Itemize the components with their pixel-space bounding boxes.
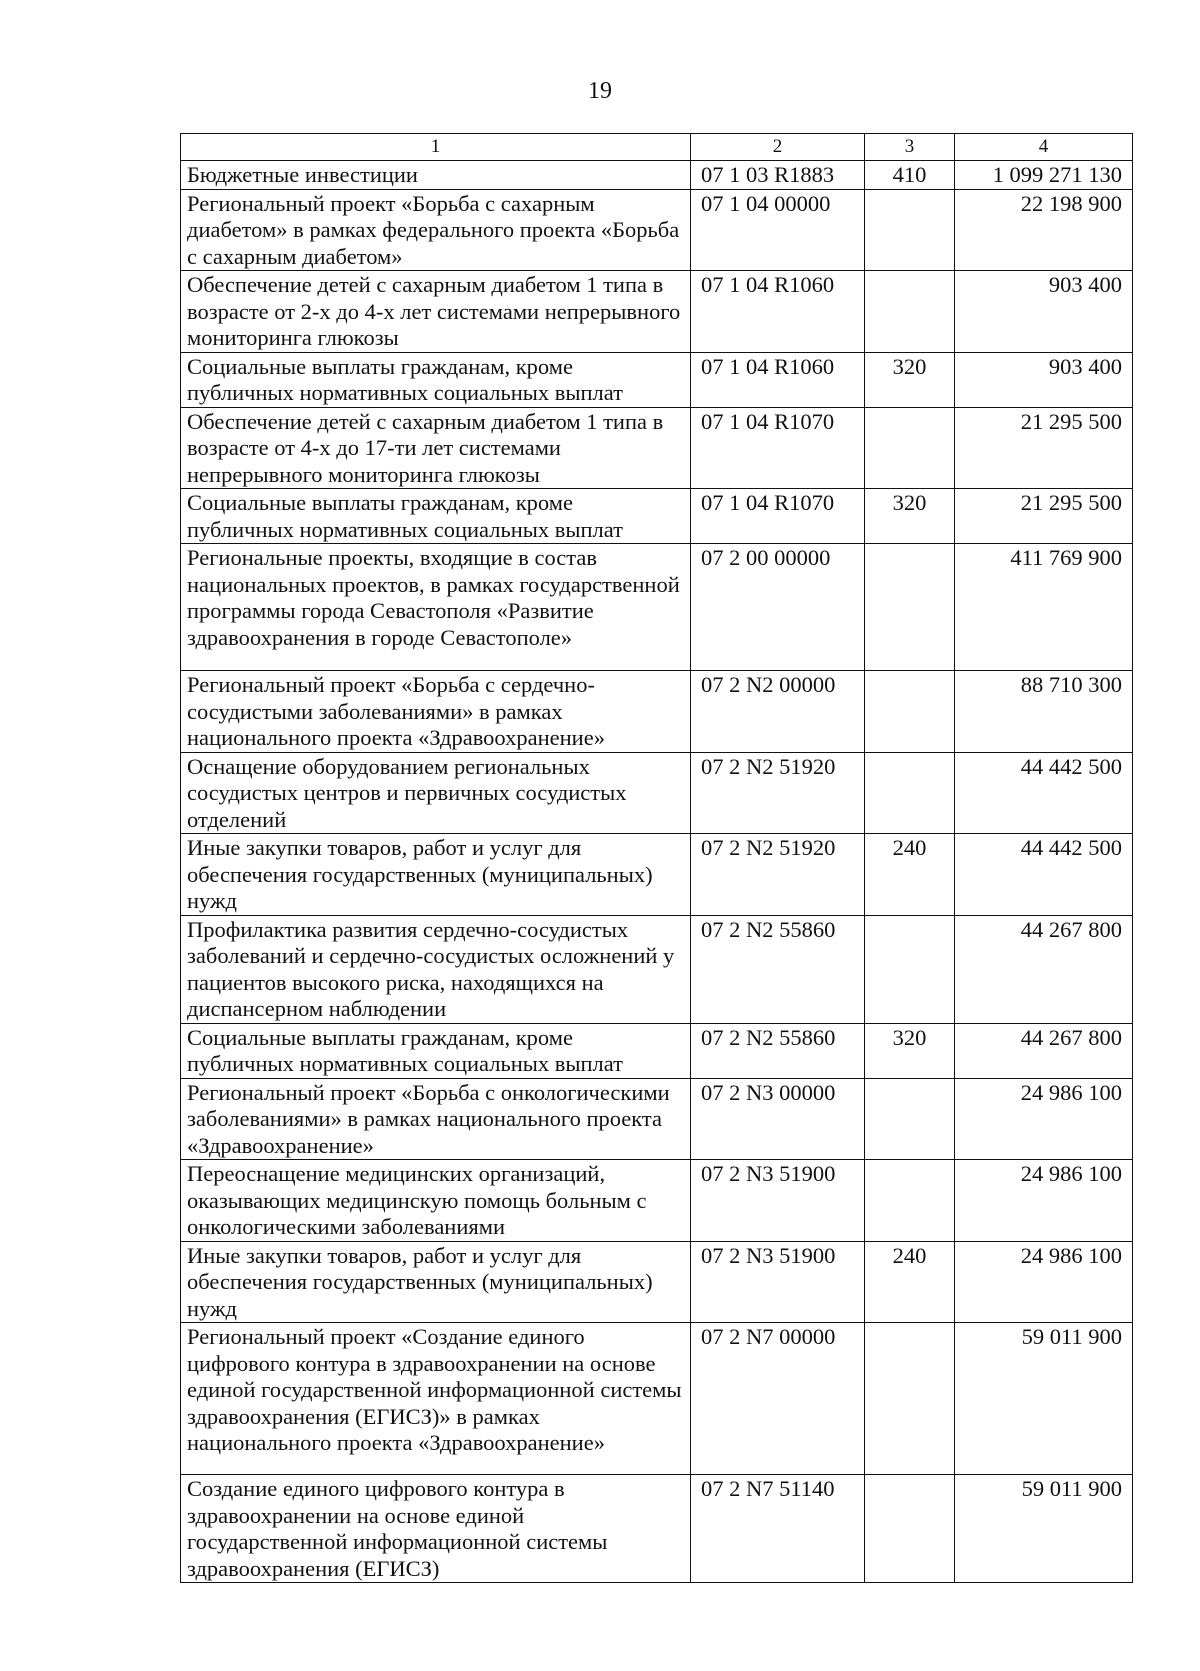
row-code-cell: 07 2 N2 00000 <box>691 671 865 753</box>
row-expense-type-cell <box>865 1323 955 1475</box>
row-expense-type-cell: 240 <box>865 834 955 916</box>
row-amount-cell: 21 295 500 <box>955 489 1133 544</box>
header-cell-1: 1 <box>181 134 691 161</box>
table-row <box>181 1160 1133 1242</box>
row-name-cell: Социальные выплаты гражданам, кроме публичных нормативных социальных выплат <box>181 1023 691 1078</box>
row-name-cell: Социальные выплаты гражданам, кроме публичных нормативных социальных выплат <box>181 352 691 407</box>
row-name-cell: Оснащение оборудованием региональных сосудистых центров и первичных сосудистых отделений <box>181 752 691 834</box>
row-expense-type-cell <box>865 407 955 489</box>
table-row <box>181 834 1133 916</box>
row-amount-cell: 24 986 100 <box>955 1241 1133 1323</box>
table-row <box>181 1475 1133 1583</box>
row-amount-cell: 903 400 <box>955 271 1133 353</box>
budget-table <box>180 133 1133 1583</box>
row-name-cell: Региональный проект «Борьба с сахарным диабетом» в рамках федерального проекта «Борьба с сахарным диабетом» <box>181 189 691 271</box>
row-code-cell: 07 2 N3 51900 <box>691 1241 865 1323</box>
row-amount-cell: 22 198 900 <box>955 189 1133 271</box>
table-row <box>181 1323 1133 1475</box>
row-code-cell: 07 2 N3 51900 <box>691 1160 865 1242</box>
table-body <box>181 161 1133 1583</box>
row-amount-cell: 88 710 300 <box>955 671 1133 753</box>
header-cell-3: 3 <box>865 134 955 161</box>
table-row <box>181 352 1133 407</box>
row-amount-cell: 44 267 800 <box>955 915 1133 1023</box>
table-row <box>181 671 1133 753</box>
row-expense-type-cell <box>865 544 955 671</box>
table-row <box>181 544 1133 671</box>
row-expense-type-cell <box>865 671 955 753</box>
row-code-cell: 07 1 04 R1060 <box>691 271 865 353</box>
row-expense-type-cell: 320 <box>865 489 955 544</box>
row-amount-cell: 24 986 100 <box>955 1078 1133 1160</box>
row-name-cell: Иные закупки товаров, работ и услуг для обеспечения государственных (муниципальных) нужд <box>181 1241 691 1323</box>
row-code-cell: 07 2 N2 51920 <box>691 752 865 834</box>
table-row <box>181 407 1133 489</box>
row-amount-cell: 44 442 500 <box>955 834 1133 916</box>
page-number: 19 <box>588 78 612 104</box>
table-row <box>181 271 1133 353</box>
row-code-cell: 07 2 N2 55860 <box>691 1023 865 1078</box>
header-cell-2: 2 <box>691 134 865 161</box>
row-amount-cell: 903 400 <box>955 352 1133 407</box>
row-code-cell: 07 2 N3 00000 <box>691 1078 865 1160</box>
row-code-cell: 07 1 03 R1883 <box>691 161 865 190</box>
row-name-cell: Региональный проект «Борьба с онкологическими заболеваниями» в рамках национального проекта «Здравоохранение» <box>181 1078 691 1160</box>
row-amount-cell: 44 442 500 <box>955 752 1133 834</box>
row-code-cell: 07 2 00 00000 <box>691 544 865 671</box>
row-code-cell: 07 2 N7 00000 <box>691 1323 865 1475</box>
row-amount-cell: 44 267 800 <box>955 1023 1133 1078</box>
row-name-cell: Региональные проекты, входящие в состав национальных проектов, в рамках государственной программы города Севастополя «Развитие здравоохранения в городе Севастополе» <box>181 544 691 671</box>
row-name-cell: Социальные выплаты гражданам, кроме публичных нормативных социальных выплат <box>181 489 691 544</box>
table-row <box>181 915 1133 1023</box>
row-expense-type-cell <box>865 752 955 834</box>
row-name-cell: Переоснащение медицинских организаций, оказывающих медицинскую помощь больным с онкологическими заболеваниями <box>181 1160 691 1242</box>
row-name-cell: Иные закупки товаров, работ и услуг для обеспечения государственных (муниципальных) нужд <box>181 834 691 916</box>
row-name-cell: Региональный проект «Борьба с сердечно-сосудистыми заболеваниями» в рамках национального проекта «Здравоохранение» <box>181 671 691 753</box>
table-row <box>181 1023 1133 1078</box>
row-amount-cell: 59 011 900 <box>955 1475 1133 1583</box>
table-row <box>181 1078 1133 1160</box>
row-name-cell: Профилактика развития сердечно-сосудистых заболеваний и сердечно-сосудистых осложнений у пациентов высокого риска, находящихся на диспансерном наблюдении <box>181 915 691 1023</box>
table-row <box>181 189 1133 271</box>
table-row <box>181 1241 1133 1323</box>
row-expense-type-cell: 320 <box>865 1023 955 1078</box>
row-name-cell: Обеспечение детей с сахарным диабетом 1 типа в возрасте от 2-х до 4-х лет системами непрерывного мониторинга глюкозы <box>181 271 691 353</box>
row-name-cell: Обеспечение детей с сахарным диабетом 1 типа в возрасте от 4-х до 17-ти лет системами непрерывного мониторинга глюкозы <box>181 407 691 489</box>
row-expense-type-cell <box>865 271 955 353</box>
row-code-cell: 07 1 04 R1060 <box>691 352 865 407</box>
row-expense-type-cell <box>865 915 955 1023</box>
table-row <box>181 161 1133 190</box>
row-expense-type-cell: 320 <box>865 352 955 407</box>
row-code-cell: 07 1 04 R1070 <box>691 489 865 544</box>
table-header-row <box>181 134 1133 161</box>
row-expense-type-cell: 410 <box>865 161 955 190</box>
row-amount-cell: 21 295 500 <box>955 407 1133 489</box>
header-cell-4: 4 <box>955 134 1133 161</box>
row-name-cell: Бюджетные инвестиции <box>181 161 691 190</box>
row-expense-type-cell <box>865 1078 955 1160</box>
row-amount-cell: 1 099 271 130 <box>955 161 1133 190</box>
table-row <box>181 489 1133 544</box>
row-expense-type-cell: 240 <box>865 1241 955 1323</box>
row-code-cell: 07 2 N7 51140 <box>691 1475 865 1583</box>
row-amount-cell: 59 011 900 <box>955 1323 1133 1475</box>
row-amount-cell: 411 769 900 <box>955 544 1133 671</box>
row-expense-type-cell <box>865 1160 955 1242</box>
row-name-cell: Региональный проект «Создание единого цифрового контура в здравоохранении на основе единой государственной информационной системы здравоохранения (ЕГИСЗ)» в рамках национального проекта «Здравоохранение» <box>181 1323 691 1475</box>
row-code-cell: 07 2 N2 51920 <box>691 834 865 916</box>
row-expense-type-cell <box>865 189 955 271</box>
row-amount-cell: 24 986 100 <box>955 1160 1133 1242</box>
row-code-cell: 07 2 N2 55860 <box>691 915 865 1023</box>
row-name-cell: Создание единого цифрового контура в здравоохранении на основе единой государственной информационной системы здравоохранения (ЕГИСЗ) <box>181 1475 691 1583</box>
table-row <box>181 752 1133 834</box>
row-code-cell: 07 1 04 R1070 <box>691 407 865 489</box>
row-expense-type-cell <box>865 1475 955 1583</box>
row-code-cell: 07 1 04 00000 <box>691 189 865 271</box>
